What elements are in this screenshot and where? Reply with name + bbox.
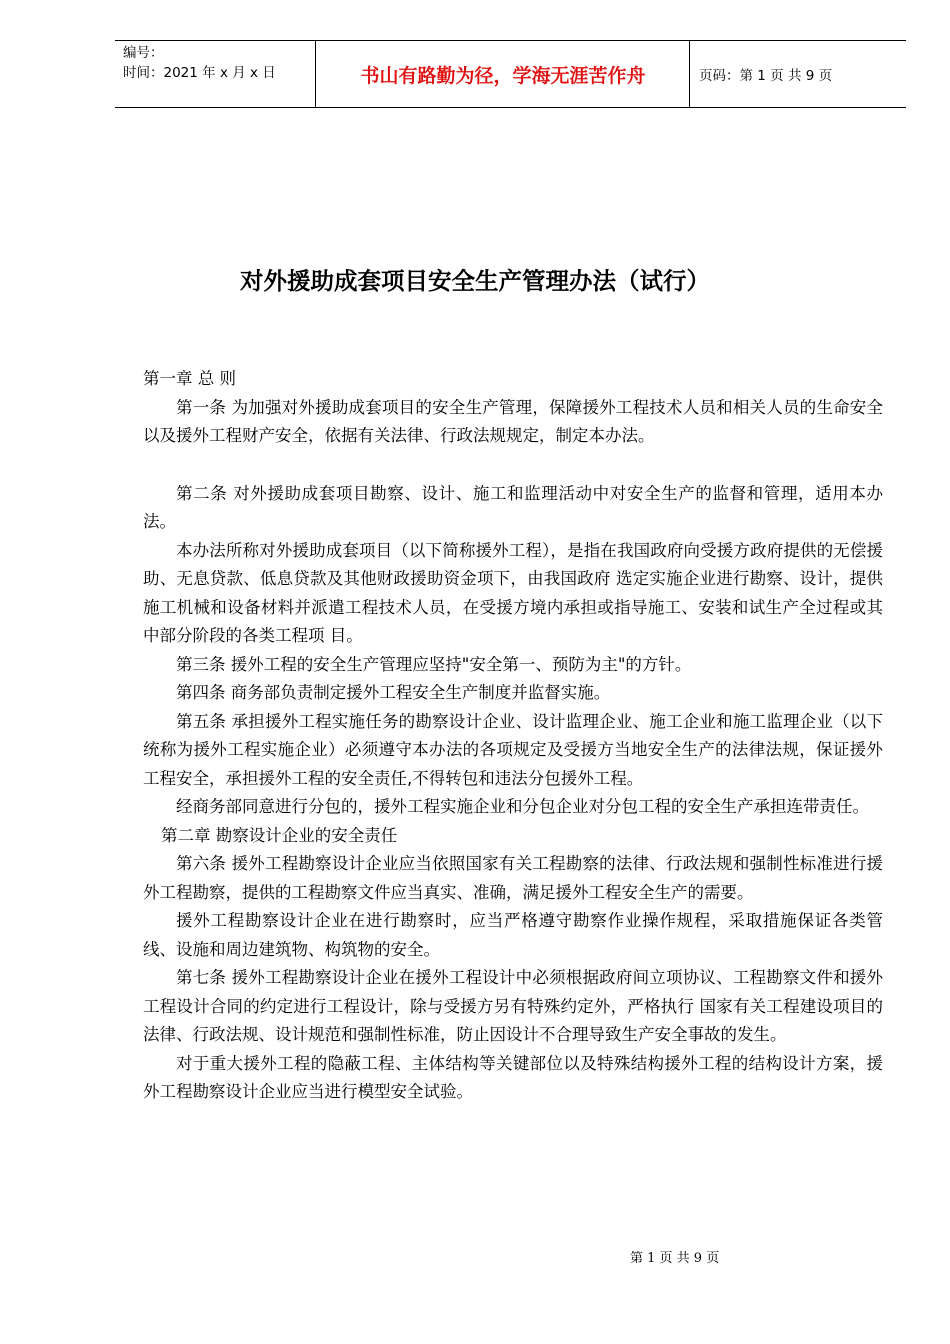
article-paragraph: 第二条 对外援助成套项目勘察、设计、施工和监理活动中对安全生产的监督和管理，适用本办法。: [143, 483, 883, 531]
document-title: 对外援助成套项目安全生产管理办法（试行）: [240, 267, 710, 295]
number-label: 编号：: [123, 45, 164, 61]
chapter-heading: 第二章 勘察设计企业的安全责任: [161, 825, 398, 845]
article-paragraph: 第六条 援外工程勘察设计企业应当依照国家有关工程勘察的法律、行政法规和强制性标准进行援外工程勘察，提供的工程勘察文件应当真实、准确，满足援外工程安全生产的需要。: [143, 854, 883, 902]
article-paragraph: 对于重大援外工程的隐蔽工程、主体结构等关键部位以及特殊结构援外工程的结构设计方案，援外工程勘察设计企业应当进行模型安全试验。: [143, 1053, 883, 1101]
page-header: [115, 40, 906, 108]
header-meta: [123, 43, 276, 83]
article-paragraph: 第四条 商务部负责制定援外工程安全生产制度并监督实施。: [176, 683, 611, 702]
article-paragraph: 本办法所称对外援助成套项目（以下简称援外工程），是指在我国政府向受援方政府提供的无偿援助、无息贷款、低息贷款及其他财政援助资金项下，由我国政府 选定实施企业进行勘察、设计，提供施工机械和设备材料并派遣工程技术人员，在受援方境内承担或指导施工、安装和试生产全过程或其中部分阶段的各类工程项 目。: [143, 540, 883, 645]
header-divider: [689, 41, 690, 107]
article-paragraph: 援外工程勘察设计企业在进行勘察时，应当严格遵守勘察作业操作规程，采取措施保证各类管线、设施和周边建筑物、构筑物的安全。: [143, 911, 883, 959]
article-paragraph: 第七条 援外工程勘察设计企业在援外工程设计中必须根据政府间立项协议、工程勘察文件和援外工程设计合同的约定进行工程设计，除与受援方另有特殊约定外，严格执行 国家有关工程建设项目的法律、行政法规、设计规范和强制性标准，防止因设计不合理导致生产安全事故的发生。: [143, 968, 883, 1044]
article-paragraph: 第一条 为加强对外援助成套项目的安全生产管理，保障援外工程技术人员和相关人员的生命安全以及援外工程财产安全，依据有关法律、行政法规规定，制定本办法。: [143, 397, 883, 445]
document-body: [143, 365, 883, 1107]
time-label: 时间：2021 年 x 月 x 日: [123, 65, 276, 81]
paragraph-spacer: [143, 451, 883, 480]
page-footer: 第 1 页 共 9 页: [630, 1251, 720, 1266]
article-paragraph: 经商务部同意进行分包的，援外工程实施企业和分包企业对分包工程的安全生产承担连带责任。: [176, 797, 869, 816]
header-divider: [315, 41, 316, 107]
header-page-info: 页码：第 1 页 共 9 页: [699, 68, 833, 84]
header-motto: 书山有路勤为径，学海无涯苦作舟: [360, 64, 646, 87]
article-paragraph: 第三条 援外工程的安全生产管理应坚持"安全第一、预防为主"的方针。: [176, 654, 692, 674]
chapter-heading: 第一章 总 则: [143, 369, 236, 388]
article-paragraph: 第五条 承担援外工程实施任务的勘察设计企业、设计监理企业、施工企业和施工监理企业（以下统称为援外工程实施企业）必须遵守本办法的各项规定及受援方当地安全生产的法律法规，保证援外工程安全，承担援外工程的安全责任,不得转包和违法分包援外工程。: [143, 711, 883, 788]
